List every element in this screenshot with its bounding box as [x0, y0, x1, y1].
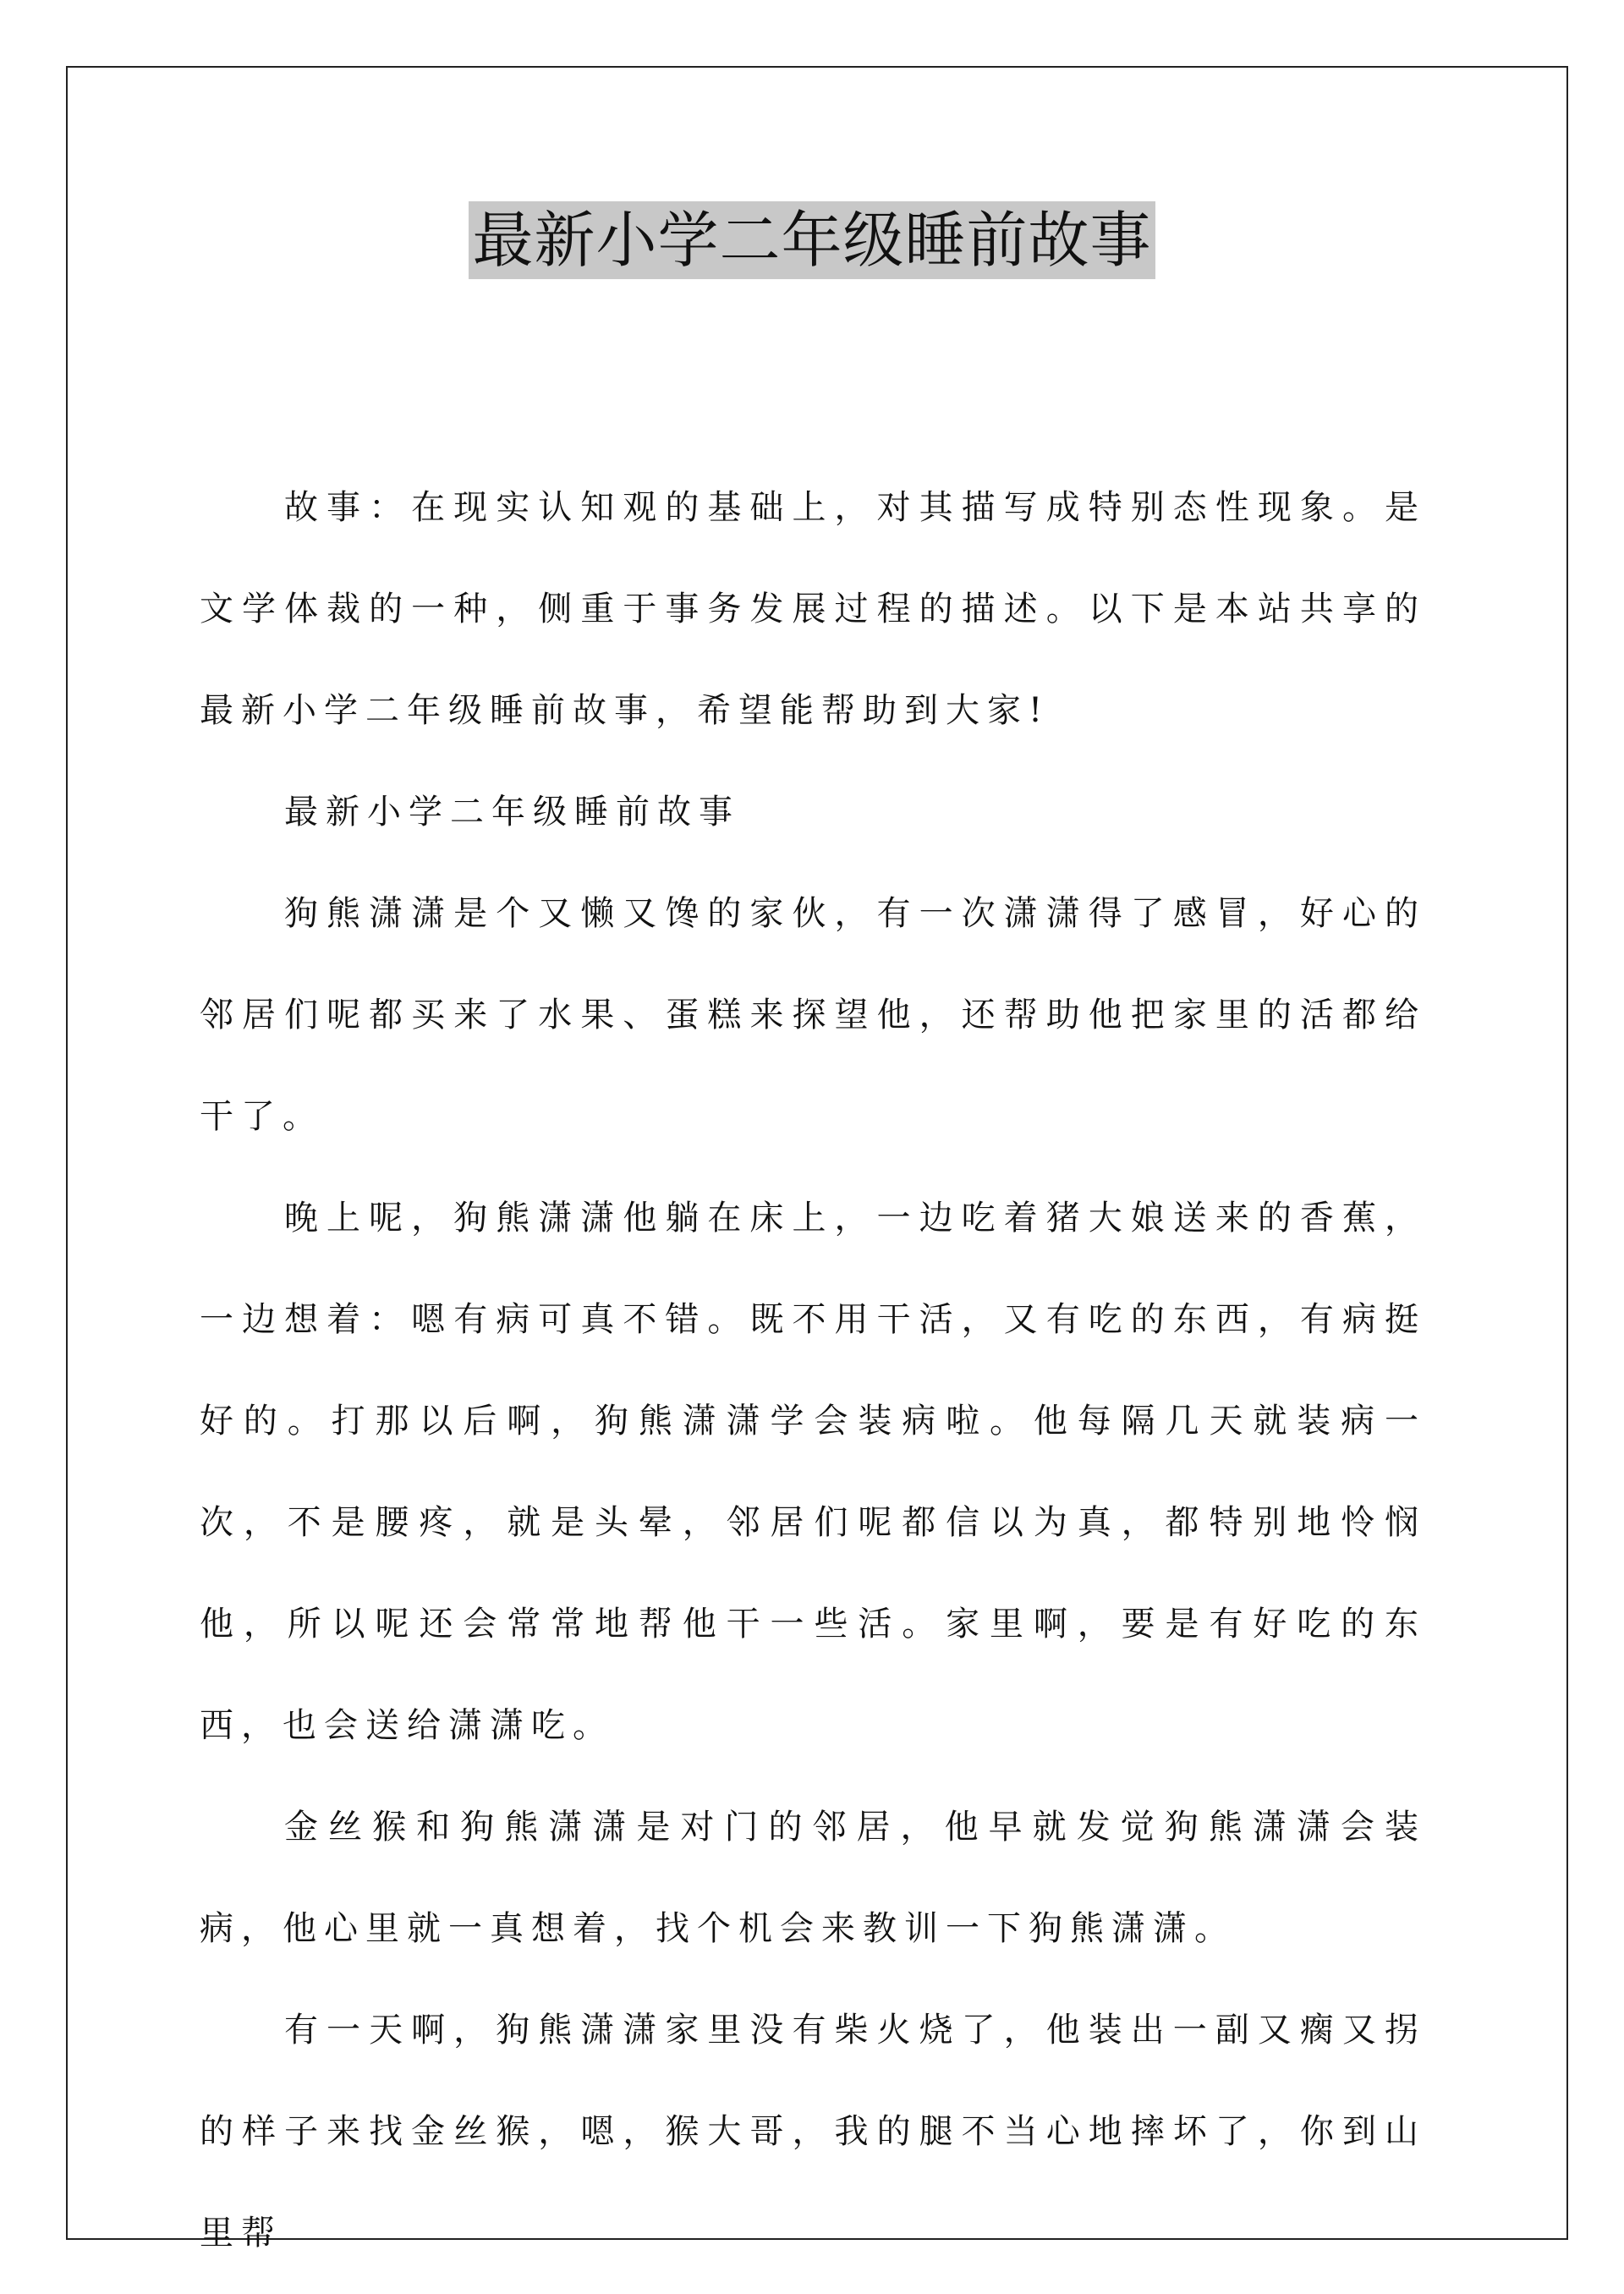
document-title: 最新小学二年级睡前故事: [469, 201, 1155, 279]
paragraph-story-4: 有一天啊，狗熊潇潇家里没有柴火烧了，他装出一副又瘸又拐的样子来找金丝猴，嗯，猴大哥，我的腿不当心地摔坏了，你到山里帮: [200, 2011, 1426, 2253]
paragraph-story-2: 晚上呢，狗熊潇潇他躺在床上，一边吃着猪大娘送来的香蕉，一边想着：嗯有病可真不错。既不用干活，又有吃的东西，有病挺好的。打那以后啊，狗熊潇潇学会装病啦。他每隔几天就装病一次，不是腰疼，就是头晕，邻居们呢都信以为真，都特别地怜悯他，所以呢还会常常地帮他干一些活。家里啊，要是有好吃的东西，也会送给潇潇吃。: [200, 1199, 1426, 1745]
title-container: [0, 201, 1624, 279]
paragraph-subtitle: 最新小学二年级睡前故事: [284, 793, 740, 831]
paragraph-intro: 故事：在现实认知观的基础上，对其描写成特别态性现象。是文学体裁的一种，侧重于事务发展过程的描述。以下是本站共享的最新小学二年级睡前故事，希望能帮助到大家!: [200, 488, 1426, 730]
paragraph-story-3: 金丝猴和狗熊潇潇是对门的邻居，他早就发觉狗熊潇潇会装病，他心里就一真想着，找个机会来教训一下狗熊潇潇。: [200, 1808, 1426, 1948]
paragraph-story-1: 狗熊潇潇是个又懒又馋的家伙，有一次潇潇得了感冒，好心的邻居们呢都买来了水果、蛋糕来探望他，还帮助他把家里的活都给干了。: [200, 894, 1426, 1136]
document-body: [200, 457, 1426, 2284]
